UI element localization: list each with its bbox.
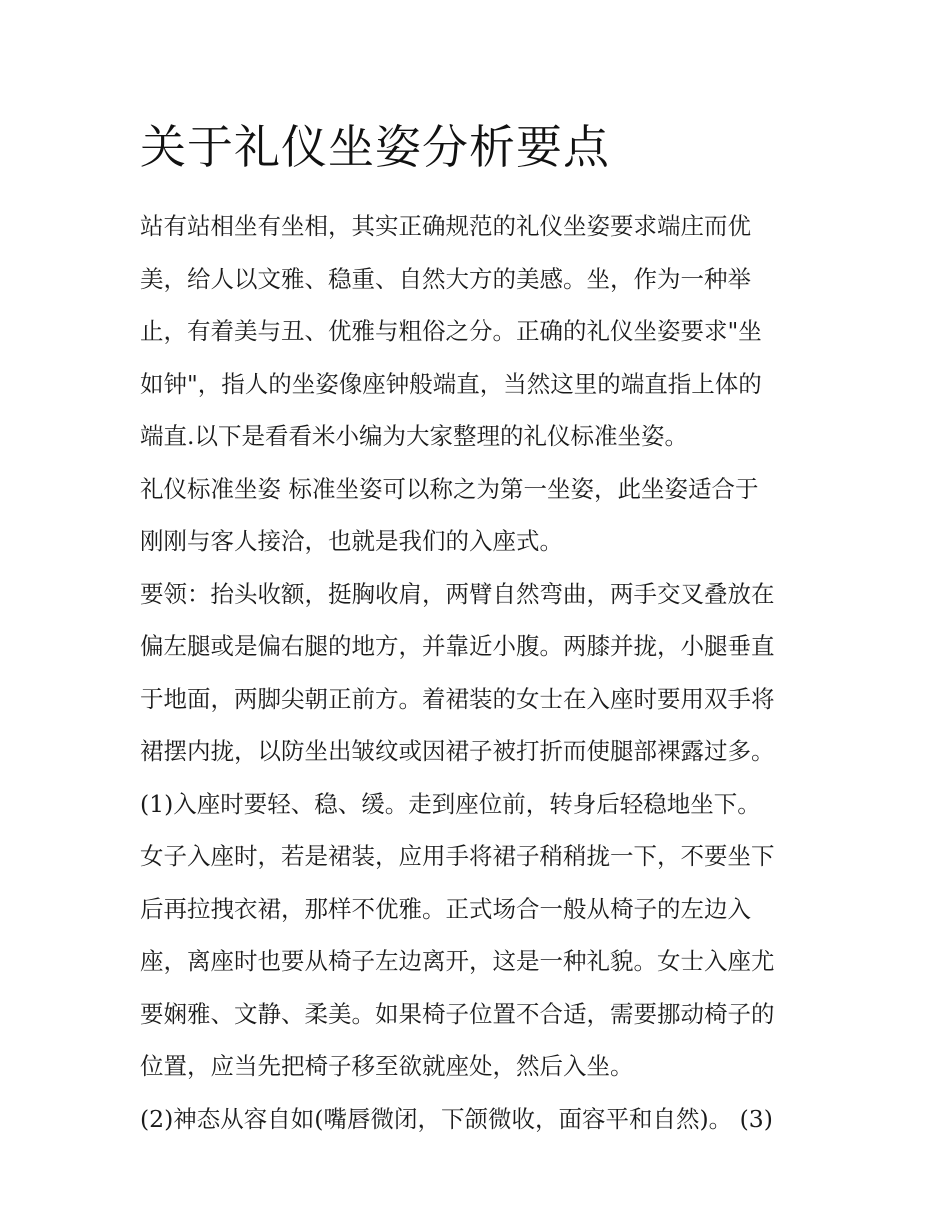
text-line: 位置，应当先把椅子移至欲就座处，然后入坐。 — [140, 1052, 634, 1080]
text-line: 礼仪标准坐姿 标准坐姿可以称之为第一坐姿，此坐姿适合于 — [140, 474, 759, 503]
text-line: 女子入座时，若是裙装，应用手将裙子稍稍拢一下，不要坐下 — [140, 842, 775, 870]
document-body — [140, 200, 820, 1145]
text-line: 端直.以下是看看米小编为大家整理的礼仪标准坐姿。 — [140, 422, 688, 450]
text-line: 要娴雅、文静、柔美。如果椅子位置不合适，需要挪动椅子的 — [140, 999, 775, 1028]
text-line: 刚刚与客人接洽，也就是我们的入座式。 — [140, 527, 563, 555]
text-line: 座，离座时也要从椅子左边离开，这是一种礼貌。女士入座尤 — [140, 947, 775, 975]
text-line: 裙摆内拢，以防坐出皱纹或因裙子被打折而使腿部裸露过多。 — [140, 737, 775, 765]
text-line: 后再拉拽衣裙，那样不优雅。正式场合一般从椅子的左边入 — [140, 894, 751, 923]
text-line: 止，有着美与丑、优雅与粗俗之分。正确的礼仪坐姿要求"坐 — [140, 317, 762, 345]
text-line: 要领：抬头收额，挺胸收肩，两臂自然弯曲，两手交叉叠放在 — [140, 579, 775, 608]
text-line: 于地面，两脚尖朝正前方。着裙装的女士在入座时要用双手将 — [140, 684, 775, 713]
text-line: 如钟"，指人的坐姿像座钟般端直，当然这里的端直指上体的 — [140, 369, 762, 398]
text-line: (2)神态从容自如(嘴唇微闭，下颌微收，面容平和自然)。 (3) — [140, 1104, 773, 1133]
document-title: 关于礼仪坐姿分析要点 — [140, 120, 610, 174]
text-line: 站有站相坐有坐相，其实正确规范的礼仪坐姿要求端庄而优 — [140, 212, 751, 240]
text-line: (1)入座时要轻、稳、缓。走到座位前，转身后轻稳地坐下。 — [140, 789, 761, 818]
text-line: 美，给人以文雅、稳重、自然大方的美感。坐，作为一种举 — [140, 264, 751, 293]
text-line: 偏左腿或是偏右腿的地方，并靠近小腹。两膝并拢，小腿垂直 — [140, 632, 775, 660]
